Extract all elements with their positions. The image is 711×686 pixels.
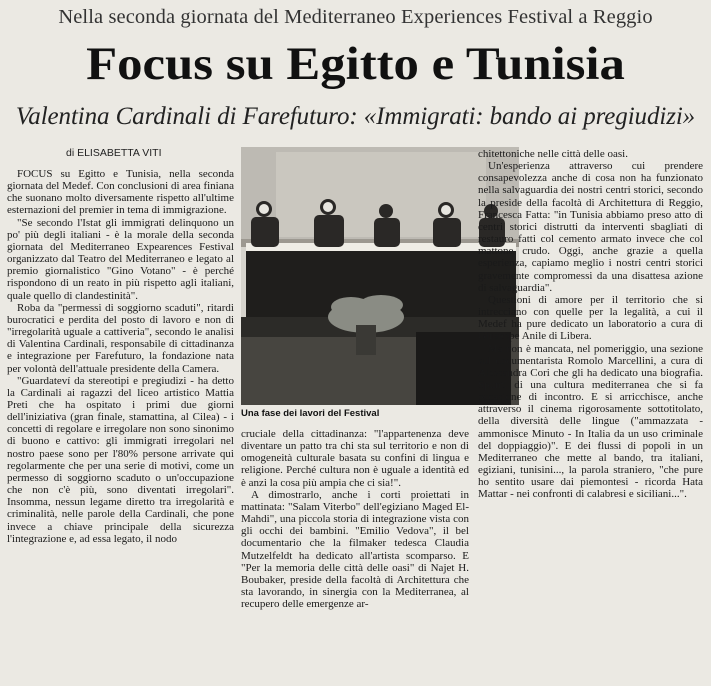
kicker: Nella seconda giornata del Mediterraneo Experiences Festival a Reggio	[58, 6, 653, 28]
paragraph: Questioni di amore per il territorio che si intrecciano con quelle per la legalità, a cui il Medef ha pure dedicato un laboratorio a cura di Giuseppe Anile di Libera.	[478, 293, 703, 343]
photo-caption: Una fase dei lavori del Festival	[241, 408, 380, 419]
subhead: Valentina Cardinali di Farefuturo: «Immigrati: bando ai pregiudizi»	[15, 103, 696, 130]
paragraph: Ma non è mancata, nel pomeriggio, una sezione sul documentarista Romolo Marcellini, a cura di Alessandra Cori che gli ha dedicato una biografia. Spunti di una cultura mediterranea che si fa occasione di incontro. E si arricchisce, anche attraverso il cinema rigorosamente sottotitolato, della diversità delle lingue ("ammazzata - ammonisce Minuto - In Italia da un uso criminale del doppiaggio)". E dei flussi di popoli in un Mediterraneo che mette al bando, tra italiani, egiziani, tunisini..., la parola straniero, "che pure ho sentito usare dai piemontesi - ricorda Hata Mattar - nei confronti di calabresi e siciliani...".	[478, 342, 703, 501]
article-column-2	[241, 428, 469, 610]
article-column-3	[478, 148, 703, 501]
paragraph: "Se secondo l'Istat gli immigrati delinquono un po' più degli italiani - è la morale della seconda giornata del Mediterraneo Expearences Festival organizzato dal Teatro del Mediterraneo e legato al premio giornalistico "Gino Votano" - è perché rispondono di un reato in più rispetto agli italiani, quale quello di clandestinità".	[7, 216, 234, 302]
headline: Focus su Egitto e Tunisia	[86, 38, 625, 90]
paragraph: FOCUS su Egitto e Tunisia, nella seconda giornata del Medef. Con conclusioni di area finiana che suonano molto diversamente rispetto all'ultime esternazioni del premier in tema di immigrazione.	[7, 168, 234, 217]
paragraph: "Guardateví da stereotipi e pregiudizi - ha detto la Cardinali ai ragazzi del liceo artistico Mattia Preti che ha ospitato i primi due giorni dell'iniziativa (gran finale, stamattina, al Cilea) - i concetti di regolare e irregolare non sono sinonimo di buono e cattivo: gli immigrati irregolari nel nostro paese sono per l'80% persone arrivate qui regolarmente che per una serie di motivi, come un permesso di soggiorno scaduto o un'occupazione che non c'è più, sono diventati irregolari". Insomma, nessun legame diretto tra irregolarità e criminalità, nelle parole della Cardinali, che pone invece a chiave principale della sicurezza l'integrazione e, ad essa legato, il nodo	[7, 374, 234, 545]
paragraph: Roba da "permessi di soggiorno scaduti", ritardi burocratici e perdita del posto di lavoro e non di "irregolarità uguale a cattiveria", secondo le analisi di Valentina Cardinali, responsabile di cittadinanza e integrazione per Farefuturo, la fondazione nata per volontà dell'attuale presidente della Camera.	[7, 301, 234, 375]
article-column-1	[7, 168, 234, 545]
paragraph: cruciale della cittadinanza: "l'appartenenza deve diventare un patto tra chi sta sul territorio e non di omogeneità culturale basata su confini di lingua e religione. Perché cultura non è uguale a identità ed è anzi la cosa più ampia che ci sia!".	[241, 428, 469, 489]
paragraph: Un'esperienza attraverso cui prendere consapevolezza anche di cosa non ha funzionato nella salvaguardia dei nostri centri storici, secondo la preside della facoltà di Architettura di Reggio, Francesca Fatta: "in Tunisia abbiamo preso atto di centri storici distrutti da interventi sbagliati di restauro fatti col cemento armato invece che col mattone crudo. Oggi, anche grazie a quella esperienza, capiamo meglio i nostri centri storici gravemente compromessi da una disattesa azione di salvaguardia".	[478, 160, 703, 294]
byline: di ELISABETTA VITI	[66, 147, 162, 159]
paragraph: chitettoniche nelle città delle oasi.	[478, 148, 628, 160]
paragraph: A dimostrarlo, anche i corti proiettati in mattinata: "Salam Viterbo" dell'egiziano Maged El-Mahdi", una piccola storia di integrazione vista con gli occhi dei bambini. "Emilio Vedova", il bel documentario che la filmaker tedesca Claudia Mutzelfeldt ha dedicato all'artista scomparso. E "Per la memoria delle città delle oasi" di Najet H. Boubaker, preside della facoltà di Architettura che sta lavorando, in sinergia con la Mediterranea, al recupero delle emergenze ar-	[241, 488, 469, 611]
